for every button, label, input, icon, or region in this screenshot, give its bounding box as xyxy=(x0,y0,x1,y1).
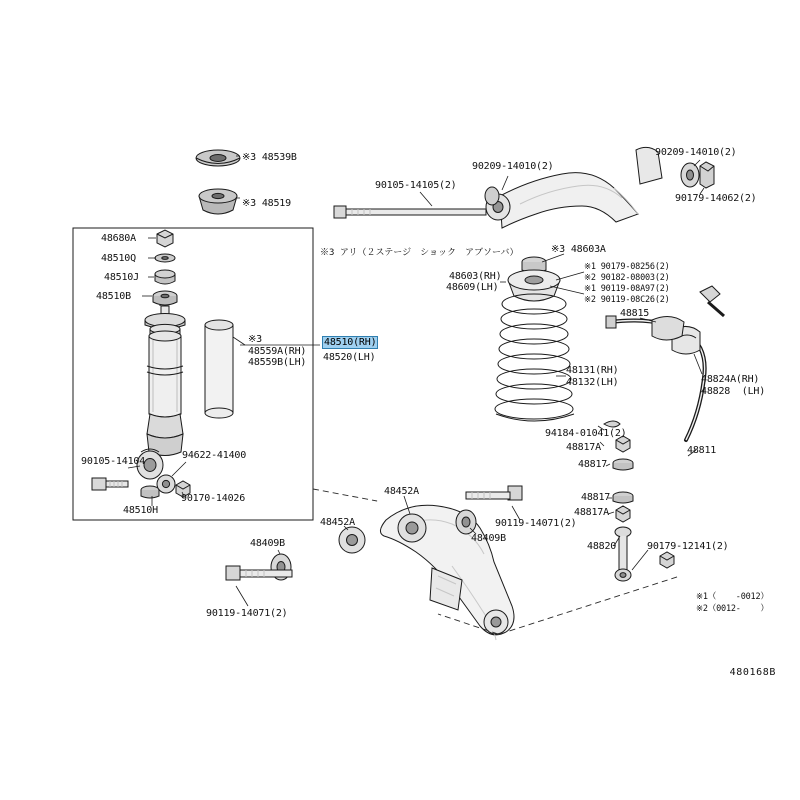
label-48828: 48828 (LH) xyxy=(701,386,766,397)
label-48680a: 48680A xyxy=(101,233,136,244)
label-48519: ※3 48519 xyxy=(242,198,291,209)
label-90119-08c26: ※2 90119-08C26(2) xyxy=(584,295,670,305)
label-48452a-1: 48452A xyxy=(384,486,419,497)
label-48811: 48811 xyxy=(687,445,717,456)
label-48820: 48820 xyxy=(587,541,617,552)
label-90179-12141: 90179-12141(2) xyxy=(647,541,729,552)
label-94184-01041: 94184-01041(2) xyxy=(545,428,627,439)
label-48603a: ※3 48603A xyxy=(551,244,606,255)
label-48817-1: 48817 xyxy=(578,459,608,470)
label-48510h: 48510H xyxy=(123,505,158,516)
label-90170-14026: 90170-14026 xyxy=(181,493,246,504)
label-48559a: 48559A(RH) xyxy=(248,346,307,357)
label-48559a-note: ※3 xyxy=(248,334,262,345)
label-90179-14062: 90179-14062(2) xyxy=(675,193,757,204)
label-48609: 48609(LH) xyxy=(446,282,499,293)
label-48603: 48603(RH) xyxy=(449,271,502,282)
label-90179-08256: ※1 90179-08256(2) xyxy=(584,262,670,272)
label-48510j: 48510J xyxy=(104,272,139,283)
label-48559b: 48559B(LH) xyxy=(248,357,307,368)
selected-part-label-rh[interactable]: 48510(RH) xyxy=(324,337,377,348)
label-48824a: 48824A(RH) xyxy=(701,374,760,385)
label-90119-14071-left: 90119-14071(2) xyxy=(206,608,288,619)
label-90209-14010-right: 90209-14010(2) xyxy=(655,147,737,158)
label-48510b: 48510B xyxy=(96,291,131,302)
note-mark-2: ※2（0012- ） xyxy=(696,604,769,614)
label-48409b-2: 48409B xyxy=(250,538,285,549)
label-48510q: 48510Q xyxy=(101,253,136,264)
selected-part-label-lh: 48520(LH) xyxy=(323,352,376,363)
label-94622-41400: 94622-41400 xyxy=(182,450,247,461)
label-48409b-1: 48409B xyxy=(471,533,506,544)
label-48132: 48132(LH) xyxy=(566,377,619,388)
label-90105-14105: 90105-14105(2) xyxy=(375,180,457,191)
label-90105-14104: 90105-14104 xyxy=(81,456,146,467)
label-48815: 48815 xyxy=(620,308,650,319)
label-48131: 48131(RH) xyxy=(566,365,619,376)
note-mark-1: ※1（ -0012） xyxy=(696,592,769,602)
diagram-id: 480168B xyxy=(729,667,776,678)
label-48452a-2: 48452A xyxy=(320,517,355,528)
label-90119-08a97: ※1 90119-08A97(2) xyxy=(584,284,670,294)
label-90209-14010-upper: 90209-14010(2) xyxy=(472,161,554,172)
label-48539b: ※3 48539B xyxy=(242,152,297,163)
note-shock-absorber: ※3 アリ（２ステージ ショック アブソーバ） xyxy=(320,248,519,258)
label-90182-08003: ※2 90182-08003(2) xyxy=(584,273,670,283)
label-90119-14071-right: 90119-14071(2) xyxy=(495,518,577,529)
label-48817a-2: 48817A xyxy=(574,507,609,518)
label-48817a-1: 48817A xyxy=(566,442,601,453)
label-48817-2: 48817 xyxy=(581,492,611,503)
